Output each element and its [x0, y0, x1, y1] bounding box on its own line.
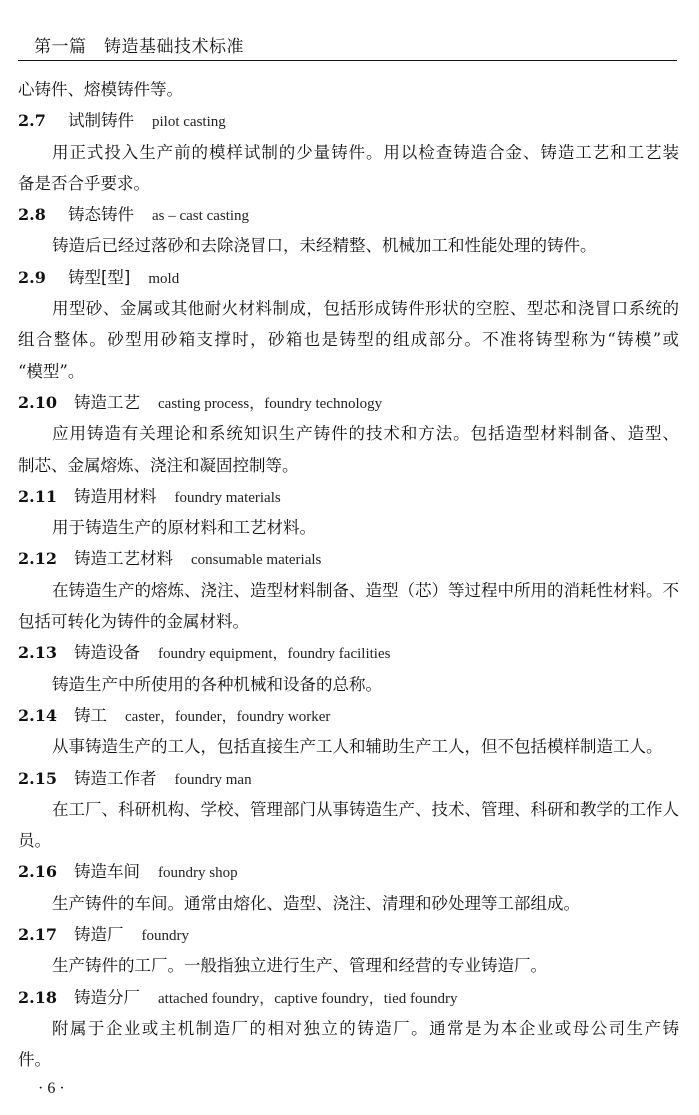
definition-line: 用正式投入生产前的模样试制的少量铸件。用以检查铸造合金、铸造工艺和工艺装: [52, 142, 679, 162]
term-english: foundry equipment，foundry facilities: [158, 646, 391, 663]
definition-line: 在铸造生产的熔炼、浇注、造型材料制备、造型（芯）等过程中所用的消耗性材料。不: [52, 580, 679, 600]
definition-line: 用型砂、金属或其他耐火材料制成，包括形成铸件形状的空腔、型芯和浇冒口系统的: [52, 299, 679, 319]
term-english: attached foundry，captive foundry，tied foundry: [158, 990, 458, 1007]
term-number: 2.12: [18, 549, 57, 569]
definition-line: 包括可转化为铸件的金属材料。: [18, 612, 249, 632]
definition-line: 用于铸造生产的原材料和工艺材料。: [52, 518, 316, 538]
definition-line: 铸造后已经过落砂和去除浇冒口，未经精整、机械加工和性能处理的铸件。: [52, 236, 597, 256]
term-number: 2.11: [18, 486, 57, 506]
header-rule: [18, 60, 677, 61]
term-heading: [18, 262, 679, 293]
term-heading: [18, 982, 679, 1013]
term-number: 2.13: [18, 643, 57, 663]
term-number: 2.8: [18, 205, 46, 225]
term-english: caster，founder，foundry worker: [125, 708, 331, 725]
term-chinese: 试制铸件: [68, 111, 134, 131]
term-heading: [18, 481, 679, 512]
term-number: 2.14: [18, 705, 57, 725]
term-number: 2.15: [18, 768, 57, 788]
definition-line: 生产铸件的工厂。一般指独立进行生产、管理和经营的专业铸造厂。: [52, 956, 547, 976]
continuation-line: 心铸件、熔模铸件等。: [18, 80, 183, 99]
term-number: 2.9: [18, 267, 46, 287]
term-number: 2.17: [18, 925, 57, 945]
term-chinese: 铸型[型]: [68, 267, 131, 287]
definition-line: 组合整体。砂型用砂箱支撑时，砂箱也是铸型的组成部分。不准将铸型称为“铸模”或: [18, 330, 679, 350]
term-number: 2.10: [18, 392, 57, 412]
term-heading: [18, 199, 679, 230]
term-chinese: 铸造分厂: [74, 987, 140, 1007]
term-english: consumable materials: [191, 552, 322, 569]
page-number: · 6 ·: [38, 1080, 65, 1097]
term-heading: [18, 637, 679, 668]
definition-line: “模型”。: [18, 361, 85, 381]
term-number: 2.16: [18, 862, 57, 882]
term-chinese: 铸造工作者: [74, 768, 157, 788]
definition-line: 在工厂、科研机构、学校、管理部门从事铸造生产、技术、管理、科研和教学的工作人: [52, 799, 679, 819]
definition-line: 附属于企业或主机制造厂的相对独立的铸造厂。通常是为本企业或母公司生产铸: [52, 1018, 679, 1038]
term-chinese: 铸造用材料: [74, 486, 157, 506]
term-english: pilot casting: [152, 114, 226, 131]
term-chinese: 铸工: [74, 705, 107, 725]
term-english: foundry materials: [174, 489, 281, 506]
term-chinese: 铸态铸件: [68, 205, 134, 225]
page-body: [18, 74, 679, 1076]
term-english: casting process，foundry technology: [158, 395, 383, 412]
term-english: foundry: [141, 928, 189, 945]
term-chinese: 铸造厂: [74, 925, 124, 945]
definition-line: 件。: [18, 1050, 51, 1070]
term-heading: [18, 919, 679, 950]
definition-line: 从事铸造生产的工人，包括直接生产工人和辅助生产工人，但不包括模样制造工人。: [52, 737, 663, 757]
definition-line: 铸造生产中所使用的各种机械和设备的总称。: [52, 674, 382, 694]
term-heading: [18, 856, 679, 887]
term-english: as – cast casting: [152, 208, 250, 225]
running-header: 第一篇 铸造基础技术标准: [34, 37, 244, 57]
term-number: 2.7: [18, 111, 46, 131]
term-chinese: 铸造车间: [74, 862, 140, 882]
definition-line: 员。: [18, 831, 51, 851]
term-heading: [18, 763, 679, 794]
term-heading: [18, 105, 679, 136]
term-chinese: 铸造工艺材料: [74, 549, 173, 569]
term-english: foundry man: [174, 771, 252, 788]
term-heading: [18, 387, 679, 418]
term-english: foundry shop: [158, 865, 238, 882]
term-chinese: 铸造工艺: [74, 392, 140, 412]
term-heading: [18, 543, 679, 574]
definition-line: 制芯、金属熔炼、浇注和凝固控制等。: [18, 455, 299, 475]
definition-line: 生产铸件的车间。通常由熔化、造型、浇注、清理和砂处理等工部组成。: [52, 893, 580, 913]
definition-line: 应用铸造有关理论和系统知识生产铸件的技术和方法。包括造型材料制备、造型、: [52, 424, 679, 444]
term-number: 2.18: [18, 987, 57, 1007]
term-english: mold: [148, 270, 180, 287]
term-heading: [18, 700, 679, 731]
definition-line: 备是否合乎要求。: [18, 173, 150, 193]
term-chinese: 铸造设备: [74, 643, 140, 663]
